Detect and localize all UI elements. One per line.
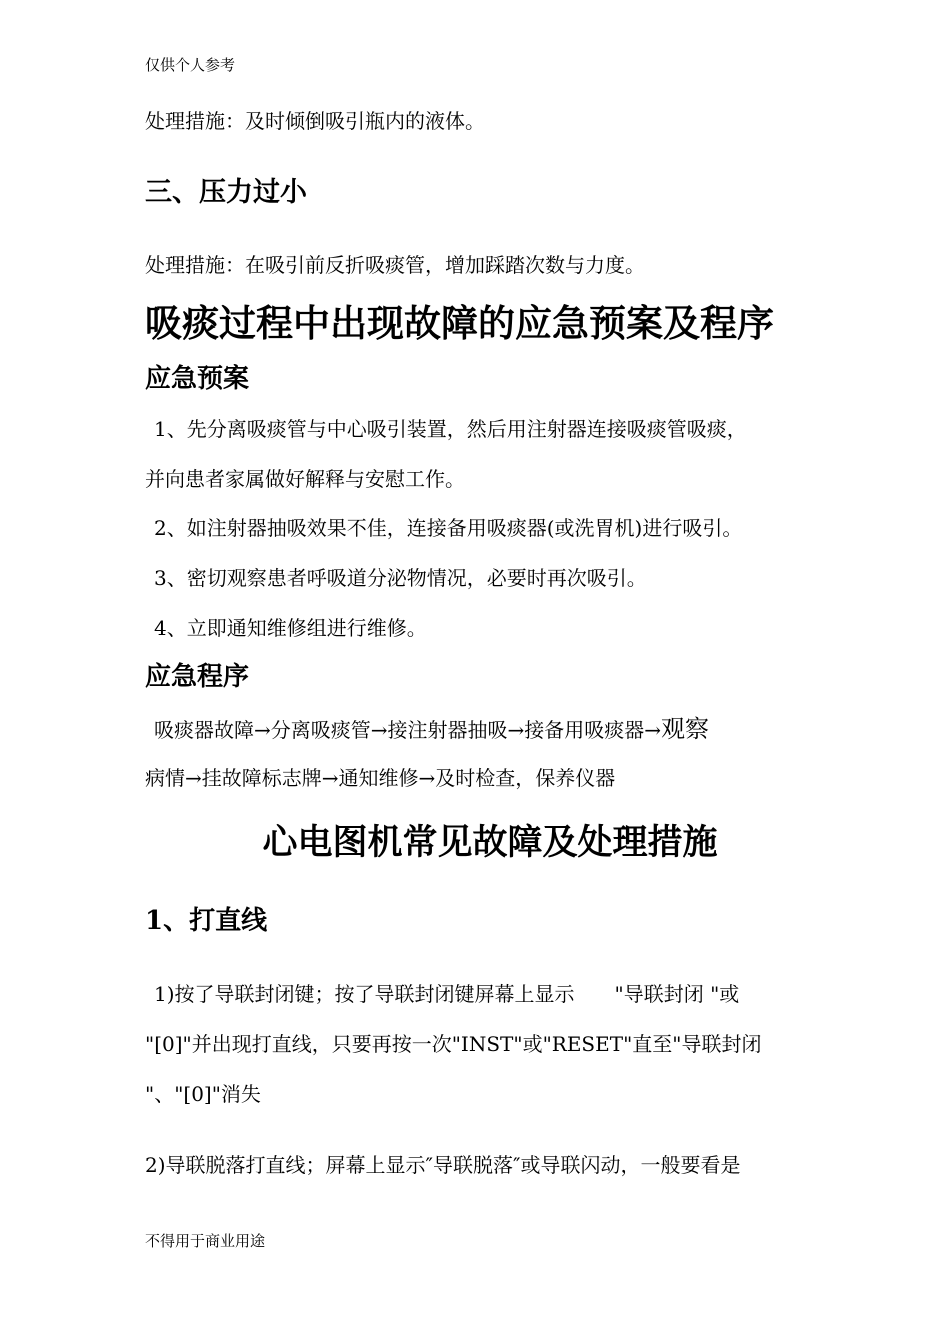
page-footer: 不得用于商业用途: [145, 1232, 266, 1250]
procedure-line-1: [154, 716, 709, 743]
plan-item: 2、如注射器抽吸效果不佳，连接备用吸痰器(或洗胃机)进行吸引。: [154, 516, 743, 540]
plan-item: 1、先分离吸痰管与中心吸引装置，然后用注射器连接吸痰管吸痰，: [154, 417, 747, 441]
ecg-paragraph-line: "[0]"并出现打直线，只要再按一次"INST"或"RESET"直至"导联封闭: [145, 1032, 762, 1056]
ecg-paragraph-line: 1)按了导联封闭键；按了导联封闭键屏幕上显示 "导联封闭 "或: [154, 982, 740, 1006]
ecg-paragraph-lead-off: 2)导联脱落打直线；屏幕上显示″导联脱落″或导联闪动，一般要看是: [145, 1153, 741, 1177]
plan-item: 并向患者家属做好解释与安慰工作。: [145, 467, 465, 491]
paragraph-low-pressure: 处理措施：在吸引前反折吸痰管，增加踩踏次数与力度。: [145, 253, 645, 277]
section-heading-low-pressure: 三、压力过小: [145, 177, 307, 208]
procedure-text: 吸痰器故障→分离吸痰管→接注射器抽吸→接备用吸痰器→: [154, 718, 662, 742]
paragraph-disposal: 处理措施：及时倾倒吸引瓶内的液体。: [145, 109, 485, 133]
page-header: 仅供个人参考: [145, 56, 236, 74]
subheading-emergency-plan: 应急预案: [145, 364, 250, 394]
procedure-line-2: 病情→挂故障标志牌→通知维修→及时检查，保养仪器: [145, 766, 616, 790]
plan-item: 4、立即通知维修组进行维修。: [154, 616, 427, 640]
ecg-paragraph-line: "、"[0]"消失: [145, 1082, 261, 1106]
plan-item: 3、密切观察患者呼吸道分泌物情况，必要时再次吸引。: [154, 566, 647, 590]
heading-ecg-faults: 心电图机常见故障及处理措施: [262, 823, 718, 863]
heading-straight-line: 1、打直线: [145, 906, 268, 936]
procedure-text-large: 观察: [661, 715, 710, 743]
subheading-emergency-procedure: 应急程序: [145, 662, 250, 692]
main-heading-suction-failure: 吸痰过程中出现故障的应急预案及程序: [145, 302, 774, 345]
